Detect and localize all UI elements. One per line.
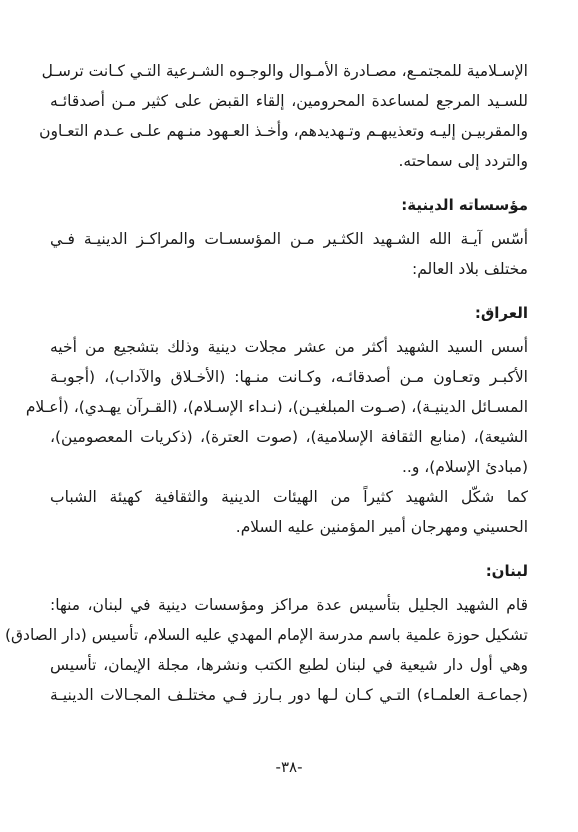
text-line: الأكبـر وتعـاون مـن أصدقائـه، وكـانت منـها: (الأخـلاق والآداب)، (أجوبـة: [50, 368, 528, 386]
text-line: كما شكّل الشهيد كثيراً من الهيئات الدينية والثقافية كهيئة الشباب: [50, 488, 528, 506]
spacer: [50, 176, 528, 184]
paragraph-iraq-magazines: [25, 332, 528, 482]
text-line: للسـيد المرجع لمساعدة المحرومين، إلقاء القبض على كثير مـن أصدقائـه: [50, 92, 528, 110]
paragraph-persecution: [39, 56, 528, 176]
text-line: المسـائل الدينيـة)، (صـوت المبلغيـن)، (نـداء الإسـلام)، (القـرآن يهـدي)، (أعـلام: [25, 398, 528, 416]
heading-religious-institutions: مؤسساته الدينية:: [401, 196, 528, 214]
text-line: (جماعـة العلمـاء) التـي كـان لـها دور بـارز فـي مختلـف المجـالات الدينيـة: [50, 686, 528, 704]
paragraph-iraq-organizations: [50, 482, 528, 542]
text-line: مختلف بلاد العالم:: [412, 260, 528, 278]
spacer: [50, 542, 528, 550]
text-line: وهي أول دار شيعية في لبنان لطبع الكتب ونشرها، مجلة الإيمان، تأسيس: [50, 656, 528, 674]
text-line: الإسـلامية للمجتمـع، مصـادرة الأمـوال والوجـوه الشـرعية التـي كـانت ترسـل: [41, 62, 528, 80]
paragraph-lebanon: [4, 590, 528, 710]
spacer: [50, 284, 528, 292]
text-line: الحسيني ومهرجان أمير المؤمنين عليه السلام.: [235, 518, 528, 536]
text-line: أسّس آيـة الله الشـهيد الكثـير مـن المؤسسـات والمراكـز الدينيـة فـي: [50, 230, 528, 248]
text-line: تشكيل حوزة علمية باسم مدرسة الإمام المهدي عليه السلام، تأسيس (دار الصادق): [4, 626, 528, 644]
text-line: قام الشهيد الجليل بتأسيس عدة مراكز ومؤسسات دينية في لبنان، منها:: [50, 596, 528, 614]
text-line: أسس السيد الشهيد أكثر من عشر مجلات دينية وذلك بتشجيع من أخيه: [50, 338, 528, 356]
text-line: (مبادئ الإسلام)، و..: [401, 458, 528, 476]
heading-lebanon: لبنان:: [485, 562, 528, 580]
page-number: -٣٨-: [275, 758, 303, 776]
text-line: والمقربيـن إليـه وتعذيبهـم وتـهديدهم، وأخـذ العـهود منـهم علـى عـدم التعـاون: [39, 122, 528, 140]
text-line: الشيعة)، (منابع الثقافة الإسلامية)، (صوت العترة)، (ذكريات المعصومين)،: [50, 428, 528, 446]
paragraph-institutions-intro: [50, 224, 528, 284]
text-line: والتردد إلى سماحته.: [398, 152, 528, 170]
heading-iraq: العراق:: [474, 304, 528, 322]
